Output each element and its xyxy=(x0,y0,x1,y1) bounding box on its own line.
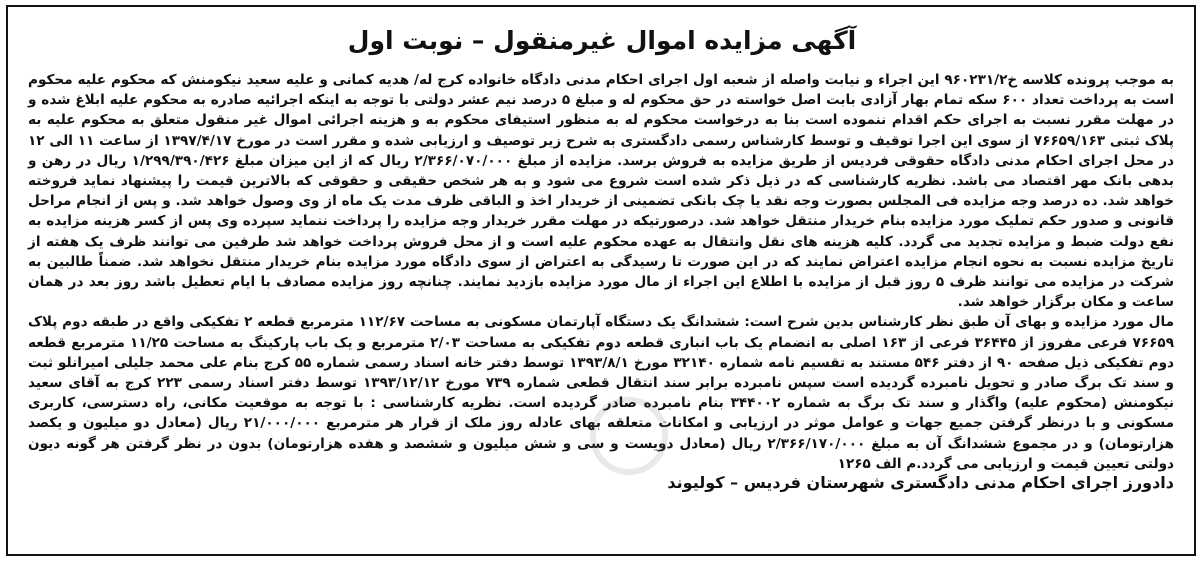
notice-signature: دادورز اجرای احکام مدنی دادگستری شهرستان فردیس – کولیوند xyxy=(667,473,1174,492)
notice-paragraph-property: مال مورد مزایده و بهای آن طبق نظر کارشناس بدین شرح است: ششدانگ یک دستگاه آپارتمان مسکونی به مساحت ۱۱۲/۶۷ مترمربع قطعه ۲ تفکیکی واقع در طبقه دوم پلاک ۷۶۶۵۹ فرعی مفروز از ۳۶۴۴۵ فرعی از ۱۶۳ اصلی به انضمام یک باب انباری قطعه دوم تفکیکی به مساحت ۲/۰۳ مترمربع و یک باب پارکینگ به مساحت ۱۱/۲۵ مترمربع قطعه دوم تفکیکی ذیل صفحه ۹۰ از دفتر ۵۴۶ مستند به تقسیم نامه شماره ۳۲۱۴۰ مورخ ۱۳۹۳/۸/۱ توسط دفتر خانه اسناد رسمی شماره ۵۵ کرج بنام علی محمد جلیلی امیرانلو ثبت و سند تک برگ صادر و تحویل نامبرده گردیده است سپس نامبرده برابر سند انتقال قطعی شماره ۷۳۹ مورخ ۱۳۹۳/۱۲/۱۲ توسط دفتر اسناد رسمی ۲۲۳ کرج به آقای سعید نیکومنش (محکوم علیه) واگذار و سند تک برگ به شماره ۳۴۴۰۰۲ بنام نامبرده صادر گردیده است. نظریه کارشناسی : با توجه به موقعیت مکانی، راه دسترسی، کاربری مسکونی و با درنظر گرفتن جمیع جهات و عوامل موثر در ارزیابی و امکانات متعلقه بهای عادله روز ملک از قرار هر مترمربع ۲۱/۰۰۰/۰۰۰ ریال (معادل دو میلیون و یکصد هزارتومان) و در مجموع ششدانگ آن به مبلغ ۲/۳۶۶/۱۷۰/۰۰۰ ریال (معادل دویست و سی و شش میلیون و ششصد و هفده هزارتومان) بدون در نظر گرفتن هر گونه دیون دولتی تعیین قیمت و ارزیابی می گردد.م الف ۱۲۶۵ xyxy=(28,314,1174,472)
notice-body xyxy=(28,70,1174,474)
notice-title: آگهی مزایده اموال غیرمنقول – نوبت اول xyxy=(347,26,857,55)
notice-paragraph-terms: به موجب پرونده کلاسه خ۹۶۰۲۳۱/۲ این اجراء و نیابت واصله از شعبه اول اجرای احکام مدنی دادگاه خانواده کرج له/ هدیه کمانی و علیه سعید نیکومنش که محکوم علیه محکوم است به پرداخت تعداد ۶۰۰ سکه تمام بهار آزادی بابت اصل خواسته در حق محکوم له و مبلغ ۵ درصد نیم عشر دولتی با توجه به اینکه اجرائیه صادره به محکوم علیه ابلاغ شده و در مهلت مقرر نسبت به اجرای حکم اقدام ننموده است بنا به درخواست محکوم له به منظور استیفای محکوم به و هزینه اجرائی اموال غیر منقول متعلق به محکوم علیه به پلاک ثبتی ۷۶۶۵۹/۱۶۳ از سوی این اجرا توقیف و توسط کارشناس رسمی دادگستری به شرح زیر توصیف و ارزیابی شده و مقرر است در مورخ ۱۳۹۷/۴/۱۷ از ساعت ۱۱ الی ۱۲ در محل اجرای احکام مدنی دادگاه حقوقی فردیس از طریق مزایده به فروش برسد. مزایده از مبلغ ۲/۳۶۶/۰۷۰/۰۰۰ ریال که از این میزان مبلغ ۱/۲۹۹/۳۹۰/۴۲۶ ریال در رهن و بدهی بانک مهر اقتصاد می باشد. نظریه کارشناسی که در ذیل ذکر شده است شروع می شود و به هر شخص حقیقی و حقوقی که بالاترین قیمت را پیشنهاد نماید فروخته خواهد شد. ده درصد وجه مزایده فی المجلس بصورت وجه نقد یا چک بانکی تضمینی از خریدار اخذ و الباقی ظرف مدت یک ماه از وی وصول خواهد شد. و پس از انجام مراحل قانونی و صدور حکم تملیک مورد مزایده بنام خریدار منتقل خواهد شد. درصورتیکه در مهلت مقرر خریدار وجه مزایده را پرداخت ننماید سپرده وی پس از کسر هزینه مزایده به نفع دولت ضبط و مزایده تجدید می گردد. کلیه هزینه های نقل وانتقال به عهده محکوم علیه است و از محل فروش پرداخت خواهد شد طرفین می توانند ظرف یک هفته از تاریخ مزایده نسبت به نحوه انجام مزایده اعتراض نمایند که در این صورت تا رسیدگی به اعتراض از سوی دادگاه مورد مزایده بنام خریدار منتقل نخواهد شد. ضمناً طالبین به شرکت در مزایده می توانند ظرف ۵ روز قبل از مزایده با اطلاع این اجراء از مال مورد مزایده بازدید نمایند. چنانچه روز مزایده مصادف با ایام تعطیل باشد روز بعد در همان ساعت و مکان برگزار خواهد شد. xyxy=(28,72,1175,311)
